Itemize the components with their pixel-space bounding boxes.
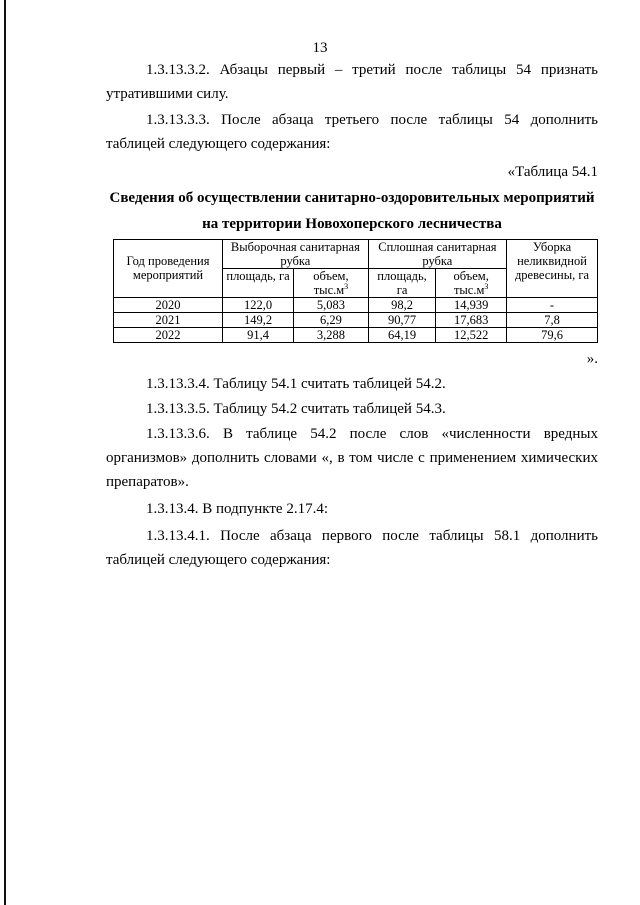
- subheader-area-2: площадь, га: [368, 269, 436, 298]
- paragraph-4: 1.3.13.3.5. Таблицу 54.2 считать таблицей 54.3.: [146, 401, 446, 417]
- paragraph-6: 1.3.13.4. В подпункте 2.17.4:: [146, 501, 329, 517]
- cell-area-2: 98,2: [368, 298, 436, 313]
- cell-volume-2: 17,683: [436, 313, 507, 328]
- paragraph-2: 1.3.13.3.3. После абзаца третьего после таблицы 54 дополнить таблицей следующего содержания:: [106, 112, 598, 152]
- subheader-volume-2: [436, 269, 507, 298]
- cell-volume-1: 3,288: [294, 328, 369, 343]
- data-table: [113, 239, 598, 343]
- table-close-quote: ».: [586, 351, 598, 367]
- header-clear-felling: Сплошная санитарная рубка: [368, 240, 506, 269]
- subheader-volume-1: [294, 269, 369, 298]
- page-number: 13: [312, 40, 328, 56]
- unit-superscript: 3: [344, 281, 349, 291]
- cell-year: 2020: [114, 298, 223, 313]
- cell-volume-2: 14,939: [436, 298, 507, 313]
- table-row: [114, 298, 598, 313]
- cell-area-1: 122,0: [223, 298, 294, 313]
- unit-superscript: 3: [484, 281, 489, 291]
- table-heading-line-1: Сведения об осуществлении санитарно-оздоровительных мероприятий: [109, 190, 595, 206]
- cell-year: 2022: [114, 328, 223, 343]
- cell-cleanup: 7,8: [507, 313, 598, 328]
- table-reference: «Таблица 54.1: [507, 164, 598, 180]
- header-selective-felling: Выборочная санитарная рубка: [223, 240, 369, 269]
- cell-volume-1: 6,29: [294, 313, 369, 328]
- cell-area-1: 91,4: [223, 328, 294, 343]
- cell-volume-2: 12,522: [436, 328, 507, 343]
- scan-border: [4, 0, 6, 905]
- header-year: Год проведения мероприятий: [114, 240, 223, 298]
- table-row: [114, 313, 598, 328]
- cell-area-2: 64,19: [368, 328, 436, 343]
- table-heading-line-2: на территории Новохоперского лесничества: [202, 216, 502, 232]
- volume-label: объем, тыс.м: [453, 269, 489, 297]
- cell-year: 2021: [114, 313, 223, 328]
- cell-volume-1: 5,083: [294, 298, 369, 313]
- table-header-row: [114, 240, 598, 269]
- paragraph-7: 1.3.13.4.1. После абзаца первого после таблицы 58.1 дополнить таблицей следующего содержания:: [106, 528, 598, 568]
- paragraph-5: 1.3.13.3.6. В таблице 54.2 после слов «численности вредных организмов» дополнить словами «, в том числе с применением химических препаратов».: [106, 426, 598, 490]
- paragraph-3: 1.3.13.3.4. Таблицу 54.1 считать таблицей 54.2.: [146, 376, 446, 392]
- cell-area-1: 149,2: [223, 313, 294, 328]
- cell-area-2: 90,77: [368, 313, 436, 328]
- subheader-area-1: площадь, га: [223, 269, 294, 298]
- paragraph-1: 1.3.13.3.2. Абзацы первый – третий после таблицы 54 признать утратившими силу.: [106, 62, 598, 102]
- cell-cleanup: 79,6: [507, 328, 598, 343]
- cell-cleanup: -: [507, 298, 598, 313]
- table-row: [114, 328, 598, 343]
- volume-label: объем, тыс.м: [313, 269, 349, 297]
- header-cleanup: Уборка неликвидной древесины, га: [507, 240, 598, 298]
